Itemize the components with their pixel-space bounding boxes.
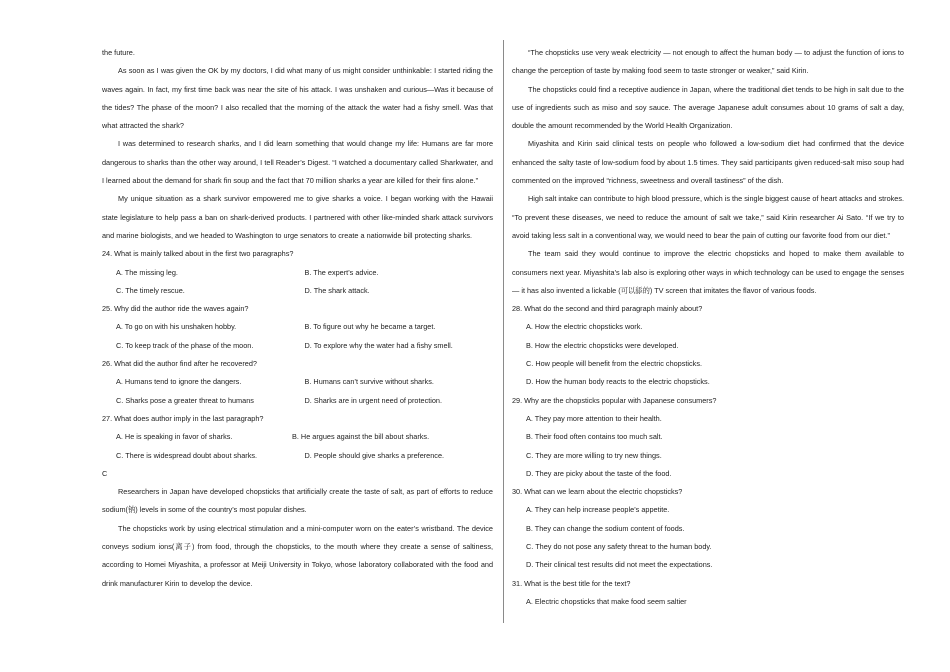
option-c: C. There is widespread doubt about sharks. [116,450,258,460]
question-24-options [102,264,493,301]
option-c: C. They do not pose any safety threat to the human body. [526,542,712,552]
question-28: 28. What do the second and third paragraph mainly about? [512,304,703,314]
paragraph: the future. [102,48,135,57]
paragraph: I was determined to research sharks, and I did learn something that would change my life: Humans are far more dangerous to sharks than the other way around, I tell Reader’s Digest. “I watched a documentary called Sharkwater, and I learned about the demand for shark fin soup and the fact that 70 million sharks a year are killed for their fins alone.” [102,139,493,186]
option-b: B. To figure out why he became a target. [304,322,436,332]
paragraph: My unique situation as a shark survivor empowered me to give sharks a voice. I began working with the Hawaii state legislature to help pass a ban on shark-derived products. I partnered with other like-minded shark attack survivors and marine biologists, and we headed to Washington to urge senators to create a nationwide bill protecting sharks. [102,194,493,240]
option-d: D. People should give sharks a preference. [304,450,445,460]
option-a: A. They pay more attention to their health. [526,413,662,423]
paragraph: High salt intake can contribute to high blood pressure, which is the single biggest cause of heart attacks and strokes. “To prevent these diseases, we need to reduce the amount of salt we take,” said Kirin researcher Ai Sato. “If we try to avoid taking less salt in a conventional way, we would need to bear the pain of cutting our favorite food from our diet.” [512,194,905,240]
question-26-options [102,373,493,410]
option-b: B. How the electric chopsticks were developed. [526,340,679,350]
option-a: A. The missing leg. [116,267,178,277]
option-a: A. Humans tend to ignore the dangers. [116,377,242,387]
paragraph: Researchers in Japan have developed chopsticks that artificially create the taste of salt, as part of efforts to reduce sodium(钠) levels in some of the country’s most popular dishes. [102,487,493,515]
option-d: D. Their clinical test results did not meet the expectations. [526,560,713,570]
question-30: 30. What can we learn about the electric chopsticks? [512,487,683,497]
question-29-options [512,410,904,483]
question-26: 26. What did the author find after he recovered? [102,359,257,369]
paragraph: The chopsticks work by using electrical stimulation and a mini-computer worn on the eater’s wristband. The device conveys sodium ions(离子) from food, through the chopsticks, to the mouth where they create a sense of saltiness, according to Homei Miyashita, a professor at Meiji University in Tokyo, whose laboratory collaborated with the food and drink manufacturer Kirin to develop the device. [102,523,493,588]
question-30-options [512,501,904,574]
question-31-options [512,593,904,611]
question-27: 27. What does author imply in the last paragraph? [102,413,264,423]
option-d: D. How the human body reacts to the electric chopsticks. [526,377,710,387]
option-c: C. They are more willing to try new things. [526,450,662,460]
question-25-options [102,318,493,355]
question-29: 29. Why are the chopsticks popular with Japanese consumers? [512,395,717,405]
option-a: A. Electric chopsticks that make food seem saltier [526,596,687,606]
question-31: 31. What is the best title for the text? [512,578,631,588]
question-27-options [102,428,493,465]
question-25: 25. Why did the author ride the waves again? [102,304,249,314]
option-b: B. Their food often contains too much salt. [526,432,663,442]
section-heading: C [102,468,108,478]
paragraph: The team said they would continue to improve the electric chopsticks and hoped to make them available to consumers next year. Miyashita’s lab also is exploring other ways in which technology can be used to engage the senses — it has also invented a lickable (可以舔的) TV screen that imitates the flavor of various foods. [512,249,904,295]
option-a: A. He is speaking in favor of sharks. [116,432,233,442]
option-b: B. He argues against the bill about sharks. [292,432,430,442]
option-a: A. To go on with his unshaken hobby. [116,322,237,332]
option-d: D. They are picky about the taste of the food. [526,468,672,478]
option-c: C. The timely rescue. [116,285,185,295]
option-b: B. They can change the sodium content of foods. [526,523,685,533]
option-b: B. Humans can’t survive without sharks. [304,377,434,387]
option-c: C. Sharks pose a greater threat to humans [116,395,254,405]
option-c: C. How people will benefit from the electric chopsticks. [526,359,703,369]
column-divider [503,40,504,623]
right-column [512,44,904,611]
option-c: C. To keep track of the phase of the moon. [116,340,254,350]
paragraph: Miyashita and Kirin said clinical tests on people who followed a low-sodium diet had confirmed that the device enhanced the salty taste of low-sodium food by about 1.5 times. They said participants given reduced-salt miso soup had commented on the improved “richness, sweetness and overall tastiness” of the dish. [512,139,904,186]
option-a: A. How the electric chopsticks work. [526,322,643,332]
option-b: B. The expert’s advice. [304,267,379,277]
paragraph: The chopsticks could find a receptive audience in Japan, where the traditional diet tends to be high in salt due to the use of ingredients such as miso and soy sauce. The average Japanese adult consumes about 10 grams of salt a day, double the amount recommended by the World Health Organization. [512,84,904,131]
paragraph: “The chopsticks use very weak electricity — not enough to affect the human body — to adjust the function of ions to change the perception of taste by making food seem to taste stronger or weaker,” said Kirin. [512,48,904,76]
paragraph: As soon as I was given the OK by my doctors, I did what many of us might consider unthinkable: I started riding the waves again. In fact, my first time back was near the site of his attack. I was unshaken and curious—Was it because of the tides? The phase of the moon? I also recalled that the morning of the attack the water had a fishy smell. Was that what attracted the shark? [102,66,493,131]
option-d: D. The shark attack. [304,285,370,295]
option-a: A. They can help increase people’s appetite. [526,505,670,515]
left-column [102,44,493,593]
option-d: D. To explore why the water had a fishy smell. [304,340,453,350]
question-24: 24. What is mainly talked about in the first two paragraphs? [102,249,294,259]
question-28-options [512,318,904,391]
option-d: D. Sharks are in urgent need of protection. [304,395,443,405]
